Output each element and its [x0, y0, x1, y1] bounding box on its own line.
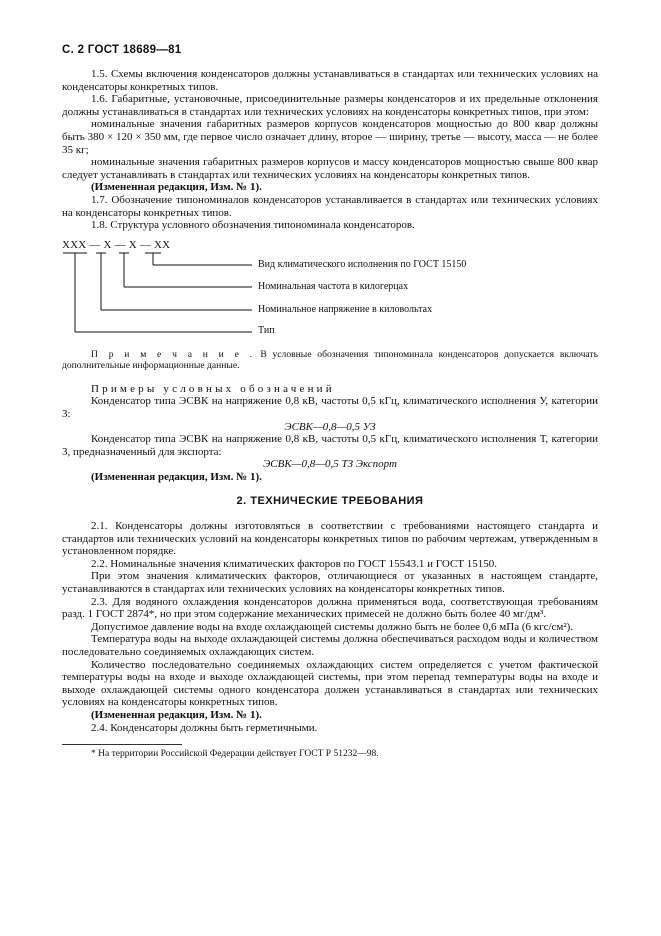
footnote: * На территории Российской Федерации действует ГОСТ Р 51232—98. [91, 749, 379, 760]
paragraph-1-5: 1.5. Схемы включения конденсаторов должны устанавливаться в стандартах или технических условиях на конденсаторы конкретных типов. [62, 68, 598, 93]
paragraph-1-8: 1.8. Структура условного обозначения типономинала конденсаторов. [91, 219, 415, 232]
paragraph-dimensions-over-800: номинальные значения габаритных размеров корпусов и массу конденсаторов мощностью свыше 800 квар следует устанавливать в стандартах или технических условиях на конденсаторы конкретных типов. [62, 156, 598, 181]
note-label: П р и м е ч а н и е . [91, 348, 255, 360]
revision-note-2: (Измененная редакция, Изм. № 1). [91, 470, 262, 483]
example-2-text: Конденсатор типа ЭСВК на напряжение 0,8 кВ, частоты 0,5 кГц, климатического исполнения Т, категории 3, предназначенный для экспорта: [62, 433, 598, 458]
designation-code: ХХХ — Х — Х — ХХ [62, 238, 171, 251]
note-paragraph [62, 349, 598, 371]
revision-note-3: (Измененная редакция, Изм. № 1). [91, 708, 262, 721]
paragraph-cooling-systems: Количество последовательно соединяемых охлаждающих систем определяется с учетом фактической температуры воды на входе и выходе охлаждающей системы, при этом перепад температуры воды на входе и выходе охлаждающей системы одного конденсатора должен устанавливаться в стандартах или технических условиях на конденсаторы конкретных типов. [62, 658, 598, 709]
document-body [62, 68, 598, 760]
paragraph-2-3: 2.3. Для водяного охлаждения конденсаторов должна применяться вода, соответствующая требованиям разд. 1 ГОСТ 2874*, но при этом содержание механических примесей не должно быть более 40 мг/дм³. [62, 595, 598, 621]
paragraph-1-7: 1.7. Обозначение типономиналов конденсаторов устанавливается в стандартах или технических условиях на конденсаторы конкретных типов. [62, 193, 598, 219]
example-2-code: ЭСВК—0,8—0,5 ТЗ Экспорт [263, 458, 397, 471]
label-voltage: Номинальное напряжение в киловольтах [258, 303, 433, 315]
footnote-divider [62, 744, 182, 745]
label-frequency: Номинальная частота в килогерцах [258, 280, 409, 292]
label-type: Тип [258, 324, 275, 336]
paragraph-2-4: 2.4. Конденсаторы должны быть герметичными. [91, 721, 318, 734]
paragraph-climatic-factors: При этом значения климатических факторов, отличающиеся от указанных в настоящем стандарте, устанавливаются в стандартах или технических условиях на конденсаторы конкретных типов. [62, 570, 598, 596]
example-1-code: ЭСВК—0,8—0,5 УЗ [284, 420, 376, 433]
paragraph-water-pressure: Допустимое давление воды на входе охлаждающей системы должно быть не более 0,6 мПа (6 кгс/см²). [91, 620, 574, 633]
paragraph-water-temperature: Температура воды на выходе охлаждающей системы должна обеспечиваться расходом воды и количеством последовательно соединяемых охлаждающих систем. [62, 633, 598, 658]
section-2-title: 2. ТЕХНИЧЕСКИЕ ТРЕБОВАНИЯ [236, 495, 424, 508]
paragraph-2-2: 2.2. Номинальные значения климатических факторов по ГОСТ 15543.1 и ГОСТ 15150. [91, 557, 498, 570]
paragraph-dimensions-800: номинальные значения габаритных размеров корпусов конденсаторов мощностью до 800 квар должны быть 380 × 120 × 350 мм, где первое число означает длину, второе — ширину, третье — высоту, масса — не более 35 кг; [62, 118, 598, 156]
example-1-text: Конденсатор типа ЭСВК на напряжение 0,8 кВ, частоты 0,5 кГц, климатического исполнения У, категории 3: [62, 395, 598, 420]
designation-structure-diagram [62, 237, 598, 337]
examples-heading: Примеры условных обозначений [91, 382, 335, 395]
page-header: С. 2 ГОСТ 18689—81 [62, 44, 182, 56]
note-text: В условные обозначения типономинала конденсаторов допускается включать дополнительные информационные данные. [62, 348, 598, 371]
paragraph-2-1: 2.1. Конденсаторы должны изготовляться в соответствии с требованиями настоящего стандарта и стандартов или технических условий на конденсаторы конкретных типов по рабочим чертежам, утвержденным в установленном порядке. [62, 520, 598, 558]
paragraph-1-6: 1.6. Габаритные, установочные, присоединительные размеры конденсаторов и их предельные отклонения должны устанавливаться в стандартах или технических условиях на конденсаторы конкретных типов, при этом: [62, 93, 598, 118]
revision-note-1: (Измененная редакция, Изм. № 1). [91, 181, 262, 194]
label-climatic: Вид климатического исполнения по ГОСТ 15150 [258, 258, 467, 270]
